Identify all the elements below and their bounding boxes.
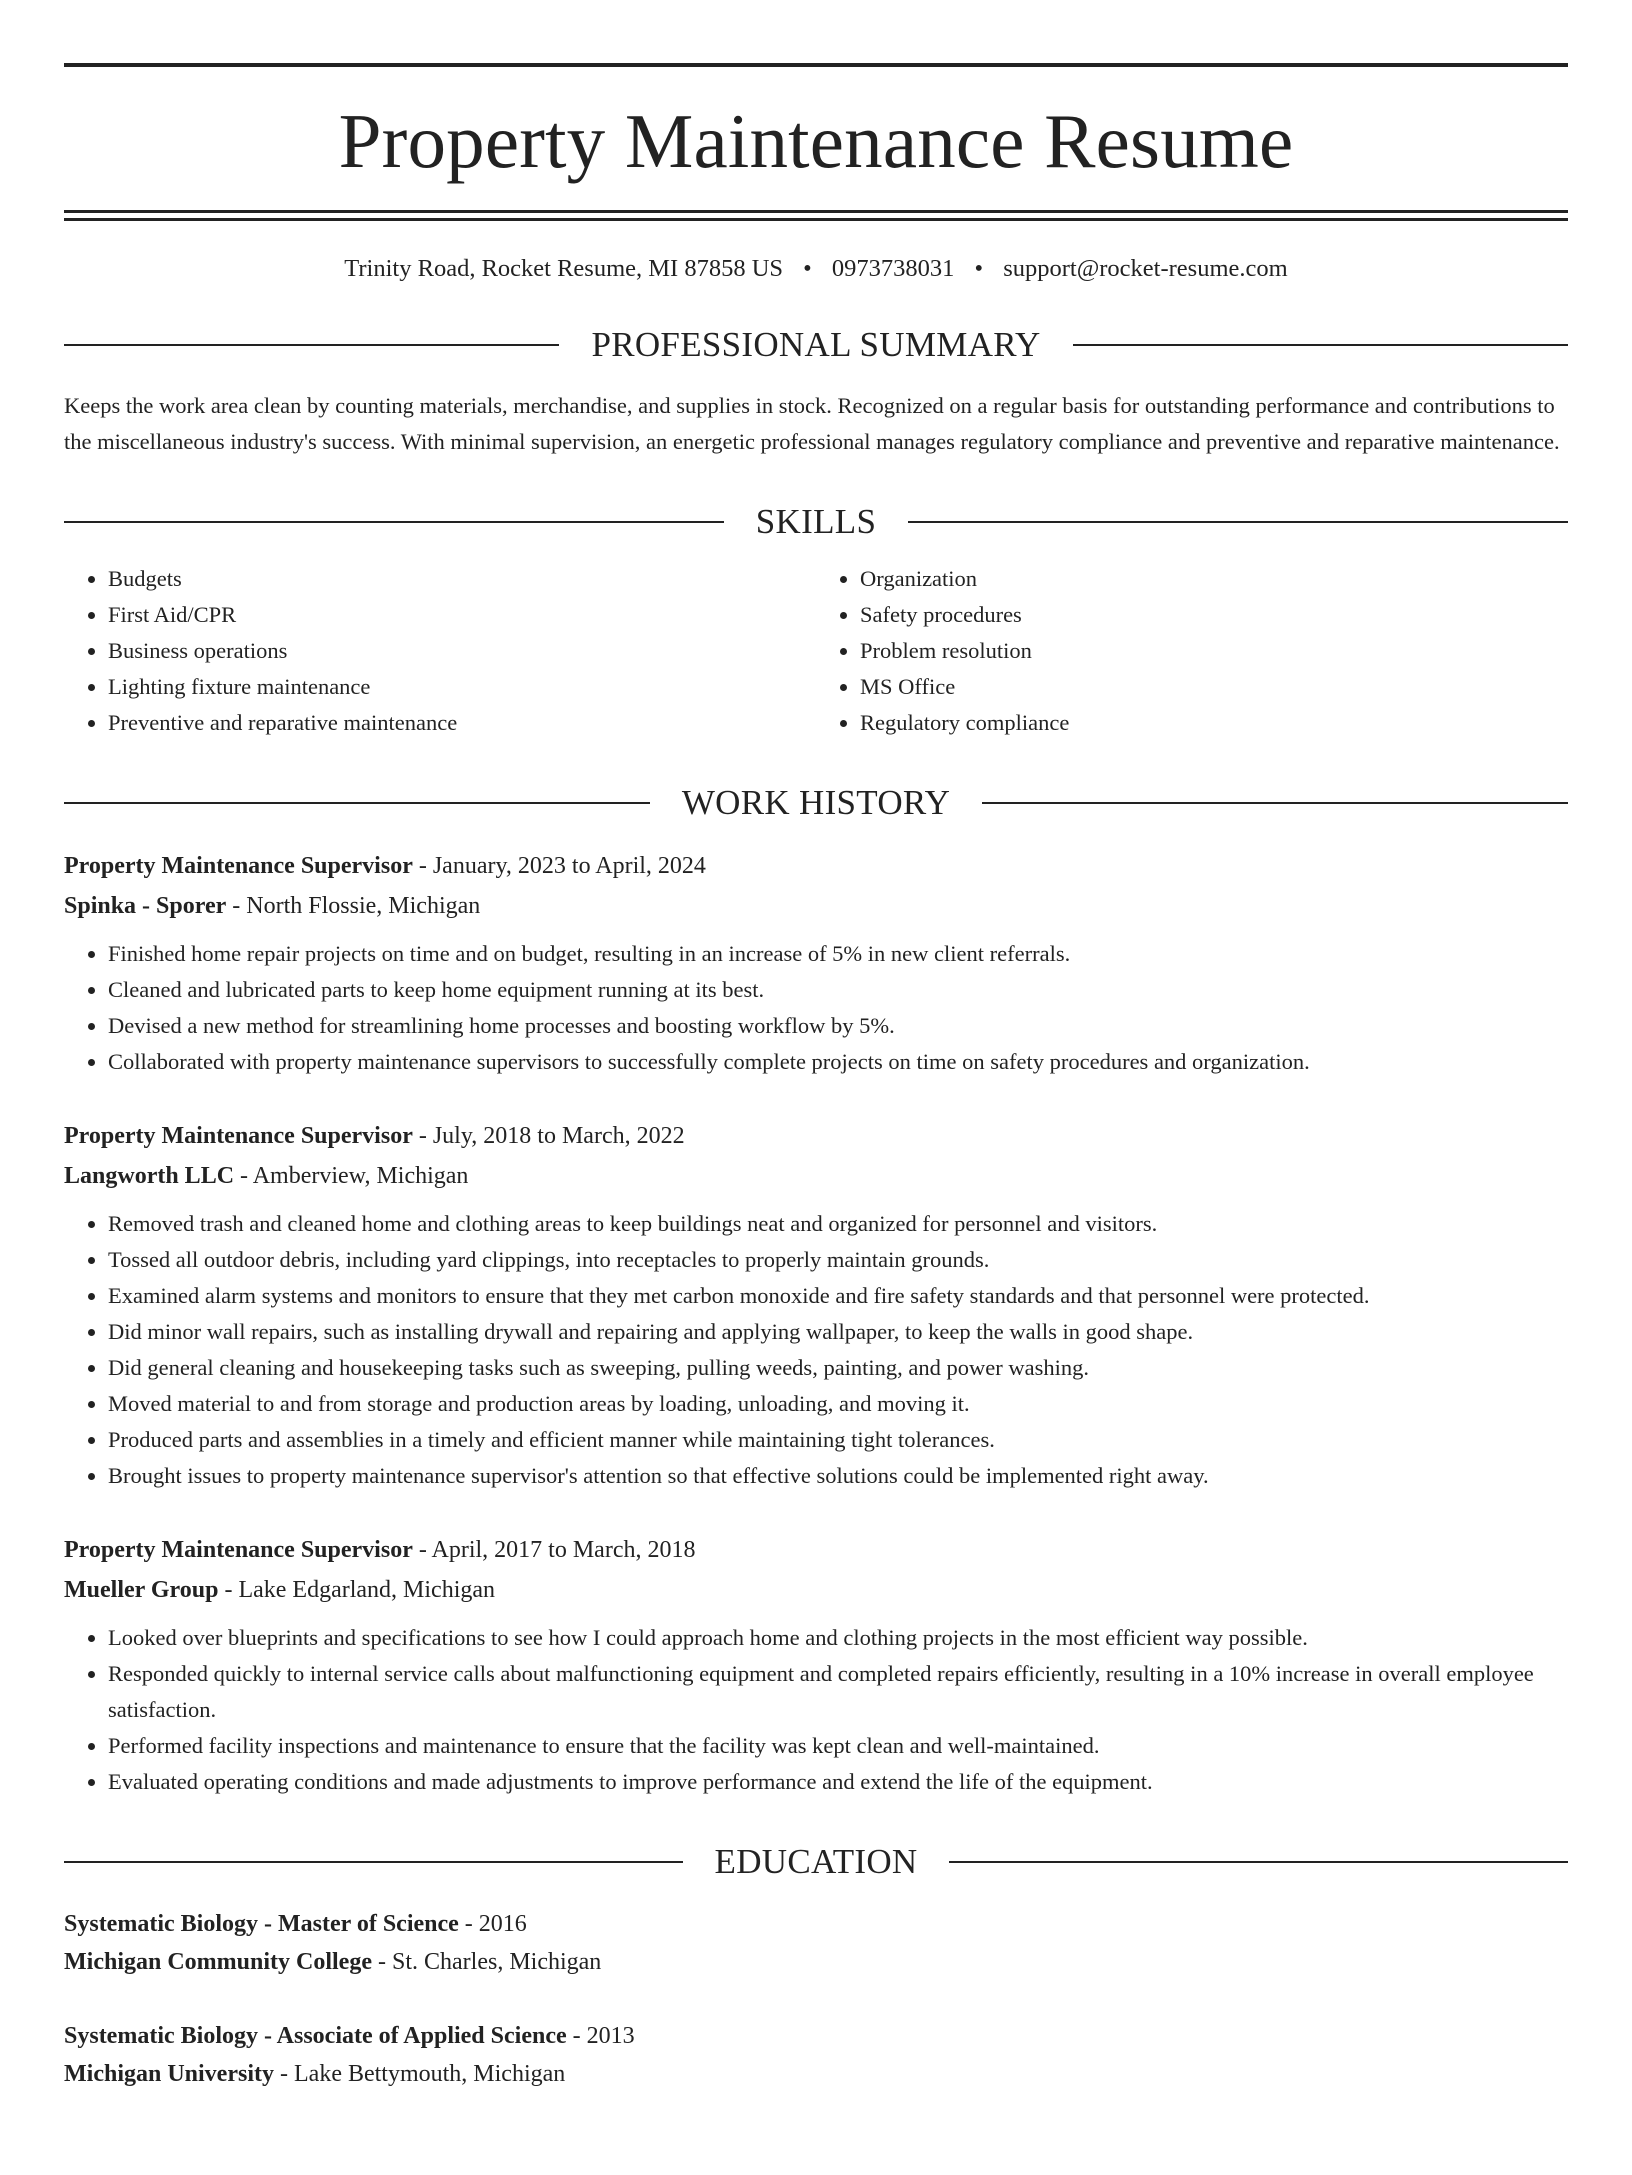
job-bullet: • Did minor wall repairs, such as installing drywall and repairing and applying wallpaper, to keep the walls in good shape.: [108, 1314, 1568, 1350]
joiner: -: [226, 893, 247, 920]
job-company: Langworth LLC: [64, 1163, 235, 1190]
resume-title: Property Maintenance Resume: [338, 98, 1294, 184]
heading-rule-left: [64, 1861, 683, 1863]
joiner: -: [234, 1163, 253, 1190]
work-heading: [64, 783, 1568, 823]
education-heading-text: EDUCATION: [714, 1842, 918, 1882]
job-title-line: [64, 1116, 1568, 1156]
skill-item: • Regulatory compliance: [860, 705, 1568, 741]
contact-email[interactable]: support@rocket-resume.com: [1003, 255, 1288, 282]
job-title-line: [64, 1530, 1568, 1570]
joiner: -: [412, 853, 433, 880]
joiner: -: [566, 2023, 587, 2050]
skill-item: • Preventive and reparative maintenance: [108, 705, 816, 741]
joiner: -: [371, 1949, 392, 1976]
job-bullets: [64, 936, 1568, 1080]
joiner: -: [412, 1537, 432, 1564]
job-bullet: • Produced parts and assemblies in a timely and efficient manner while maintaining tight tolerances.: [108, 1422, 1568, 1458]
skills-heading: [64, 502, 1568, 542]
heading-rule-right: [949, 1861, 1568, 1863]
job-bullets: [64, 1620, 1568, 1800]
education-school-line: [64, 2055, 1568, 2093]
job-company-line: [64, 1570, 1568, 1610]
summary-heading: [64, 325, 1568, 365]
summary-text: Keeps the work area clean by counting materials, merchandise, and supplies in stock. Recognized on a regular basis for outstanding performance and contributions to the miscellaneous industry's success. With minimal supervision, an energetic professional manages regulatory compliance and preventive and reparative maintenance.: [64, 393, 1560, 455]
joiner: -: [412, 1123, 433, 1150]
job-title: Property Maintenance Supervisor: [64, 1123, 413, 1150]
job-bullet: • Did general cleaning and housekeeping tasks such as sweeping, pulling weeds, painting, and power washing.: [108, 1350, 1568, 1386]
skills-column-right: [816, 561, 1568, 741]
title-double-rule: [64, 210, 1568, 221]
job-bullets: [64, 1206, 1568, 1494]
joiner: -: [218, 1577, 239, 1604]
education-school: Michigan Community College: [64, 1949, 372, 1976]
top-rule: [64, 63, 1568, 67]
education-degree-line: [64, 1905, 1568, 1943]
skill-item: • Budgets: [108, 561, 816, 597]
job-entry: [64, 846, 1568, 1080]
job-bullet: • Moved material to and from storage and production areas by loading, unloading, and moving it.: [108, 1386, 1568, 1422]
education-degree-line: [64, 2017, 1568, 2055]
job-title: Property Maintenance Supervisor: [64, 1537, 413, 1564]
job-bullet: • Examined alarm systems and monitors to ensure that they met carbon monoxide and fire safety standards and that personnel were protected.: [108, 1278, 1568, 1314]
contact-line: [64, 254, 1568, 283]
education-school-line: [64, 1943, 1568, 1981]
education-heading: [64, 1842, 1568, 1882]
resume-page: [0, 63, 1632, 2175]
education-degree: Systematic Biology - Master of Science: [64, 1911, 459, 1938]
skill-item: • MS Office: [860, 669, 1568, 705]
contact-separator: •: [803, 255, 812, 282]
skill-item: • First Aid/CPR: [108, 597, 816, 633]
job-company-line: [64, 1156, 1568, 1196]
education-entry: [64, 2017, 1568, 2093]
job-bullet: • Performed facility inspections and maintenance to ensure that the facility was kept clean and well-maintained.: [108, 1728, 1568, 1764]
job-bullet: • Responded quickly to internal service calls about malfunctioning equipment and completed repairs efficiently, resulting in a 10% increase in overall employee satisfaction.: [108, 1656, 1568, 1728]
job-title: Property Maintenance Supervisor: [64, 853, 413, 880]
job-entry: [64, 1530, 1568, 1800]
heading-rule-left: [64, 521, 724, 523]
contact-address: Trinity Road, Rocket Resume, MI 87858 US: [344, 255, 784, 282]
job-dates: April, 2017 to March, 2018: [431, 1537, 696, 1564]
education-school: Michigan University: [64, 2061, 274, 2088]
heading-rule-left: [64, 802, 650, 804]
job-location: Amberview, Michigan: [252, 1163, 469, 1190]
job-bullet: • Evaluated operating conditions and made adjustments to improve performance and extend the life of the equipment.: [108, 1764, 1568, 1800]
job-dates: January, 2023 to April, 2024: [432, 853, 706, 880]
skill-item: • Safety procedures: [860, 597, 1568, 633]
job-bullet: • Tossed all outdoor debris, including yard clippings, into receptacles to properly maintain grounds.: [108, 1242, 1568, 1278]
job-title-line: [64, 846, 1568, 886]
joiner: -: [458, 1911, 479, 1938]
contact-separator: •: [974, 255, 984, 282]
heading-rule-left: [64, 344, 559, 346]
education-location: St. Charles, Michigan: [391, 1949, 602, 1976]
education-year: 2013: [586, 2023, 635, 2050]
job-bullet: • Brought issues to property maintenance supervisor's attention so that effective solutions could be implemented right away.: [108, 1458, 1568, 1494]
job-bullet: • Collaborated with property maintenance supervisors to successfully complete projects on time on safety procedures and organization.: [108, 1044, 1568, 1080]
joiner: -: [274, 2061, 294, 2088]
job-dates: July, 2018 to March, 2022: [432, 1123, 685, 1150]
heading-rule-right: [908, 521, 1568, 523]
job-bullet: • Looked over blueprints and specifications to see how I could approach home and clothing projects in the most efficient way possible.: [108, 1620, 1568, 1656]
skills-list: [64, 561, 1568, 741]
job-bullet: • Finished home repair projects on time and on budget, resulting in an increase of 5% in new client referrals.: [108, 936, 1568, 972]
job-entry: [64, 1116, 1568, 1494]
education-entry: [64, 1905, 1568, 1981]
skills-heading-text: SKILLS: [755, 502, 877, 542]
job-bullet: • Removed trash and cleaned home and clothing areas to keep buildings neat and organized for personnel and visitors.: [108, 1206, 1568, 1242]
skill-item: • Lighting fixture maintenance: [108, 669, 816, 705]
summary-heading-text: PROFESSIONAL SUMMARY: [591, 325, 1041, 365]
job-location: North Flossie, Michigan: [246, 893, 481, 920]
skills-column-left: [64, 561, 816, 741]
work-heading-text: WORK HISTORY: [681, 783, 951, 823]
skill-item: • Business operations: [108, 633, 816, 669]
heading-rule-right: [982, 802, 1568, 804]
job-bullet: • Cleaned and lubricated parts to keep home equipment running at its best.: [108, 972, 1568, 1008]
job-location: Lake Edgarland, Michigan: [238, 1577, 496, 1604]
education-location: Lake Bettymouth, Michigan: [294, 2061, 566, 2088]
job-company: Spinka - Sporer: [64, 893, 227, 920]
education-degree: Systematic Biology - Associate of Applied Science: [64, 2023, 567, 2050]
skill-item: • Problem resolution: [860, 633, 1568, 669]
education-year: 2016: [478, 1911, 527, 1938]
job-company-line: [64, 886, 1568, 926]
job-bullet: • Devised a new method for streamlining home processes and boosting workflow by 5%.: [108, 1008, 1568, 1044]
skill-item: • Organization: [860, 561, 1568, 597]
heading-rule-right: [1073, 344, 1568, 346]
contact-phone: 0973738031: [831, 255, 955, 282]
job-company: Mueller Group: [64, 1577, 219, 1604]
